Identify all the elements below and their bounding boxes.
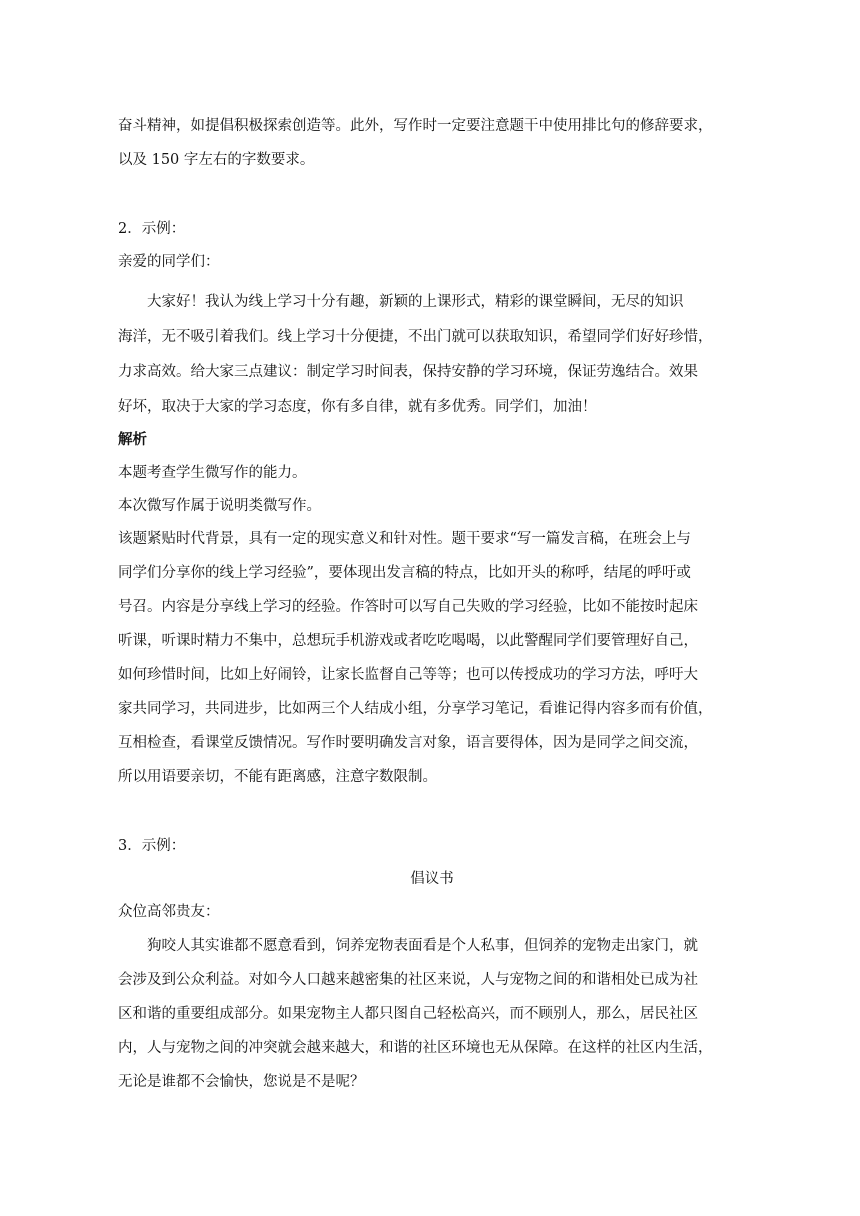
section2-body-line-2: 海洋，无不吸引着我们。线上学习十分便捷，不出门就可以获取知识，希望同学们好好珍惜， — [118, 329, 713, 345]
section2-body-line-4: 好坏，取决于大家的学习态度，你有多自律，就有多优秀。同学们，加油！ — [118, 399, 597, 415]
analysis-line-9: 互相检查，看课堂反馈情况。写作时要明确发言对象，语言要得体，因为是同学之间交流， — [118, 735, 698, 751]
section3-heading: 3．示例： — [118, 838, 186, 854]
analysis-line-6: 听课，听课时精力不集中，总想玩手机游戏或者吃吃喝喝，以此警醒同学们要管理好自己， — [118, 633, 698, 649]
section2-body-line-1: 大家好！我认为线上学习十分有趣，新颖的上课形式，精彩的课堂瞬间，无尽的知识 — [118, 294, 684, 310]
section2-salutation: 亲爱的同学们： — [118, 254, 220, 270]
section3-body-line-3: 区和谐的重要组成部分。如果宠物主人都只图自己轻松高兴，而不顾别人，那么，居民社区 — [118, 1006, 698, 1022]
analysis-line-10: 所以用语要亲切，不能有距离感，注意字数限制。 — [118, 769, 437, 785]
section3-body-line-5: 无论是谁都不会愉快，您说是不是呢？ — [118, 1074, 365, 1090]
section1-line-1: 奋斗精神，如提倡积极探索创造等。此外，写作时一定要注意题干中使用排比句的修辞要求， — [118, 118, 713, 134]
analysis-line-2: 本次微写作属于说明类微写作。 — [118, 498, 321, 514]
analysis-line-5: 号召。内容是分享线上学习的经验。作答时可以写自己失败的学习经验，比如不能按时起床 — [118, 599, 698, 615]
section3-salutation: 众位高邻贵友： — [118, 904, 220, 920]
analysis-line-7: 如何珍惜时间，比如上好闹铃，让家长监督自己等等；也可以传授成功的学习方法，呼吁大 — [118, 667, 698, 683]
section2-body-line-3: 力求高效。给大家三点建议：制定学习时间表，保持安静的学习环境，保证劳逸结合。效果 — [118, 364, 698, 380]
section3-body-line-1: 狗咬人其实谁都不愿意看到，饲养宠物表面看是个人私事，但饲养的宠物走出家门，就 — [118, 938, 698, 954]
analysis-label: 解析 — [118, 431, 147, 448]
analysis-line-3: 该题紧贴时代背景，具有一定的现实意义和针对性。题干要求“写一篇发言稿，在班会上与 — [118, 531, 691, 547]
analysis-line-8: 家共同学习，共同进步，比如两三个人结成小组，分享学习笔记，看谁记得内容多而有价值， — [118, 701, 713, 717]
section3-body-line-4: 内，人与宠物之间的冲突就会越来越大，和谐的社区环境也无从保障。在这样的社区内生活， — [118, 1040, 713, 1056]
analysis-line-4: 同学们分享你的线上学习经验”，要体现出发言稿的特点，比如开头的称呼，结尾的呼吁或 — [118, 565, 691, 581]
section3-body-line-2: 会涉及到公众利益。对如今人口越来越密集的社区来说，人与宠物之间的和谐相处已成为社 — [118, 972, 698, 988]
section2-heading: 2．示例： — [118, 221, 186, 237]
section1-line-2: 以及 150 字左右的字数要求。 — [118, 152, 315, 168]
analysis-line-1: 本题考查学生微写作的能力。 — [118, 465, 307, 481]
section3-title: 倡议书 — [410, 871, 454, 887]
